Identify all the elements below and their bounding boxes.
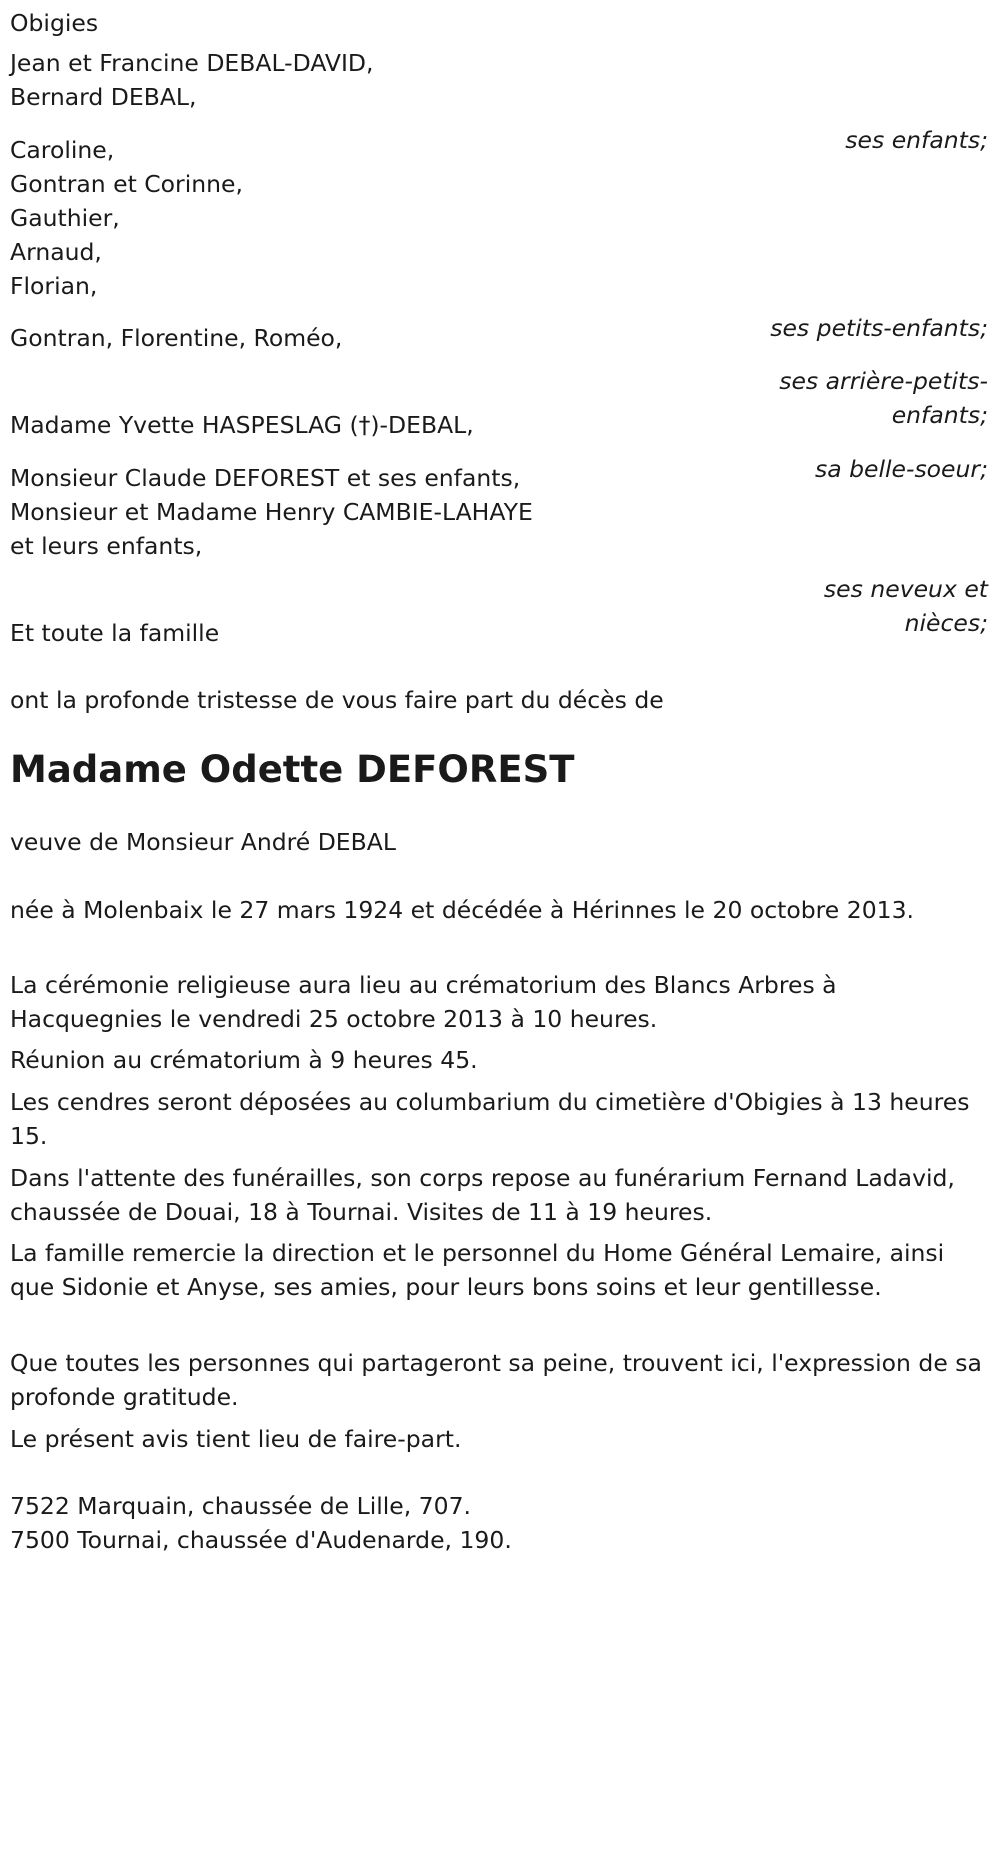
place: Obigies	[10, 9, 99, 37]
funeral-home: Dans l'attente des funérailles, son corps repose au funérarium Fernand Ladavid, chaussée de Douai, 18 à Tournai. Visites de 11 à 19 heures.	[10, 1164, 955, 1226]
address-line: 7500 Tournai, chaussée d'Audenarde, 190.	[10, 1526, 512, 1554]
announcement: ont la profonde tristesse de vous faire part du décès de	[10, 686, 664, 714]
widow-of: veuve de Monsieur André DEBAL	[10, 828, 396, 856]
grandchildren-relation: ses petits-enfants;	[770, 313, 988, 342]
deceased-name: Madame Odette DEFOREST	[10, 748, 575, 791]
grandchild-line: Gontran et Corinne,	[10, 170, 243, 198]
nephew-line: Monsieur Claude DEFOREST et ses enfants,	[10, 464, 521, 492]
gratitude: Que toutes les personnes qui partageront sa peine, trouvent ici, l'expression de sa profonde gratitude.	[10, 1349, 982, 1411]
thanks: La famille remercie la direction et le personnel du Home Général Lemaire, ainsi que Sidonie et Anyse, ses amies, pour leurs bons soins et leur gentillesse.	[10, 1239, 945, 1301]
nephew-line: Monsieur et Madame Henry CAMBIE-LAHAYE	[10, 498, 533, 526]
grandchild-line: Gauthier,	[10, 204, 120, 232]
great-grandchildren: Gontran, Florentine, Roméo,	[10, 324, 343, 352]
ashes: Les cendres seront déposées au columbarium du cimetière d'Obigies à 13 heures 15.	[10, 1088, 970, 1150]
sister-in-law: Madame Yvette HASPESLAG (†)-DEBAL,	[10, 411, 474, 439]
notice: Le présent avis tient lieu de faire-part.	[10, 1425, 462, 1453]
nephew-line: et leurs enfants,	[10, 532, 203, 560]
grandchild-line: Florian,	[10, 272, 98, 300]
child-line: Bernard DEBAL,	[10, 83, 197, 111]
great-grandchildren-relation: ses arrière-petits-	[779, 366, 988, 395]
grandchild-line: Caroline,	[10, 136, 115, 164]
meeting: Réunion au crématorium à 9 heures 45.	[10, 1046, 478, 1074]
grandchild-line: Arnaud,	[10, 238, 102, 266]
birth-death: née à Molenbaix le 27 mars 1924 et décédée à Hérinnes le 20 octobre 2013.	[10, 896, 915, 924]
child-line: Jean et Francine DEBAL-DAVID,	[10, 49, 374, 77]
children-relation: ses enfants;	[845, 125, 988, 154]
nephews-relation: nièces;	[904, 608, 988, 637]
sister-in-law-relation: sa belle-soeur;	[814, 454, 988, 483]
ceremony: La cérémonie religieuse aura lieu au crématorium des Blancs Arbres à Hacquegnies le vendredi 25 octobre 2013 à 10 heures.	[10, 971, 837, 1033]
family-line: Et toute la famille	[10, 619, 220, 647]
great-grandchildren-relation: enfants;	[891, 400, 988, 429]
nephews-relation: ses neveux et	[823, 574, 988, 603]
address-line: 7522 Marquain, chaussée de Lille, 707.	[10, 1492, 472, 1520]
